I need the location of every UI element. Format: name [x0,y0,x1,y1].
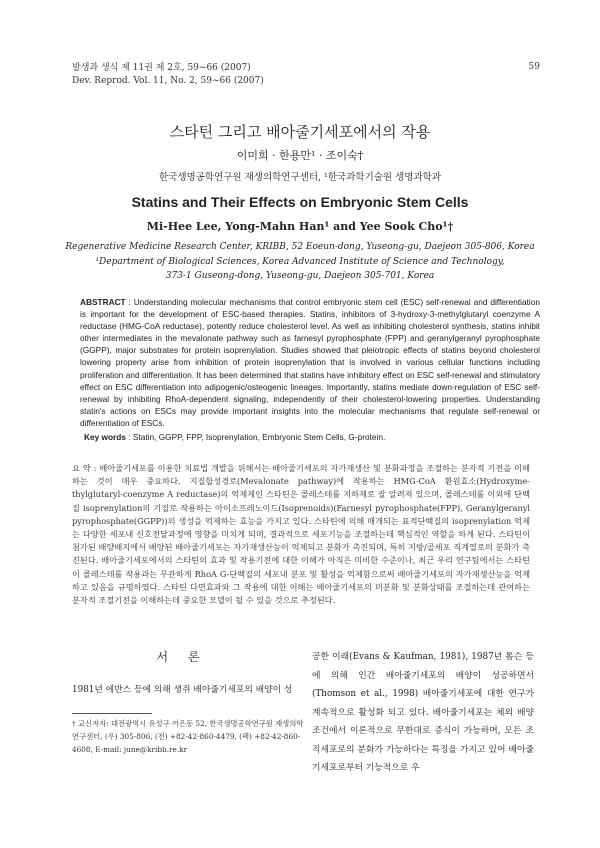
affiliation-line: Regenerative Medicine Research Center, KRIBB, 52 Eoeun-dong, Yuseong-gu, Daejeon 305-806, Korea [65,242,535,252]
abstract-label: ABSTRACT [80,297,126,307]
affiliations-english [60,240,540,284]
authors-english: Mi-Hee Lee, Yong-Mahn Han¹ and Yee Sook Cho¹† [146,220,454,233]
journal-citation-en: Dev. Reprod. Vol. 11, No. 2, 59~66 (2007) [72,76,264,86]
affiliation-line: ¹Department of Biological Sciences, Korea Advanced Institute of Science and Technology, [95,256,505,267]
abstract [80,296,540,429]
authors-korean: 이미희 · 한용만¹ · 조이숙† [236,149,364,162]
abstract-text: : Understanding molecular mechanisms that control embryonic stem cell (ESC) self-renewal and differentiation is important for the development of ESC-based therapies. Statins, inhibitors of 3-hydroxy-3-methylglutaryl coenzyme A reductase (HMG-CoA reductase), potently reduce cholesterol level. As well as inhibiting cholesterol synthesis, statins inhibit other intermediates in the mevalonate pathway such as farnesyl pyrophosphate (FPP) and geranylgeranyl pyrophosphate (GGPP), major substrates for protein isoprenylation. Studies showed that pleiotropic effects of statins beyond cholesterol lowering property arise from inhibition of protein isoprenylation that is involved in various cellular functions including proliferation and differentiation. It has been determined that statins have inhibitory effect on ESC self-renewal and stimulatory effect on ESC differentiation into adipogenic/osteogenic lineages. Importantly, statins mediate down-regulation of ESC self-renewal by inhibiting RhoA-dependent signaling, independently of their cholesterol-lowering properties. Understanding statin's actions on ESCs may provide important insights into the molecular mechanisms that regulate self-renewal or differentiation of ESCs. [80,297,540,428]
affiliation-line: 373-1 Guseong-dong, Yuseong-gu, Daejeon 305-701, Korea [165,271,435,281]
intro-text-left: 1981년 에반스 등에 의해 생쥐 배아줄기세포의 배양이 성 [72,685,293,695]
journal-header [72,62,264,88]
journal-citation-ko: 발생과 생식 제 11권 제 2호, 59~66 (2007) [72,63,251,73]
title-korean: 스타틴 그리고 배아줄기세포에서의 작용 [169,123,431,141]
keywords-text: : Statin, GGPP, FPP, Isoprenylation, Embryonic Stem Cells, G-protein. [128,432,386,442]
intro-text-right: 공한 이래(Evans & Kaufman, 1981), 1987년 톰슨 등에 의해 인간 배아줄기세포의 배양이 성공하면서(Thomson et al., 1998) 배아줄기세포에 대한 연구가 계속적으로 활성화 되고 있다. 배아줄기세포는 체외 배양조건에서 이론적으로 무한대로 증식이 가능하며, 모든 조직세포로의 분화가 가능하다는 특징을 가지고 있어 배아줄기세포로부터 기능적으로 우 [312,652,534,773]
correspondence-footnote: † 교신저자: 대전광역시 유성구 어은동 52, 한국생명공학연구원 재생의학연구센터, (우) 305-806, (전) +82-42-860-4479, (팩) +82-42-860-4608, E-mail: june@kribb.re.kr [72,719,304,754]
page-number: 59 [528,62,540,72]
keywords-label: Key words [84,432,126,442]
keywords [84,432,534,442]
title-english: Statins and Their Effects on Embryonic Stem Cells [131,194,469,210]
korean-summary: 요 약 : 배아줄기세포를 이용한 치료법 개발을 위해서는 배아줄기세포의 자가재생산 및 분화과정을 조절하는 분자적 기전을 이해하는 것이 매우 중요하다. 지질합성경로(Mevalonate pathway)에 작용하는 HMG-CoA 환원효소(Hydroxyme-thylglutaryl-coenzyme A reductase)의 억제제인 스타틴은 콜레스테롤 저하제로 잘 알려져 있으며, 콜레스테롤 이외에 단백질 isoprenylation의 기질로 작용하는 아이소프레노이드(Isoprenoids)(Farnesyl pyrophosphate(FPP), Geranylgeranyl pyrophosphate(GGPP))의 생성을 억제하는 효능을 가지고 있다. 스타틴에 의해 매개되는 표적단백질의 isoprenylation 억제는 다양한 세포내 신호전달과정에 영향을 미치게 되며, 결과적으로 세포기능을 조절하는데 핵심적인 역할을 하게 된다. 스타틴이 첨가된 배양배지에서 배양된 배아줄기세포는 자가재생산능이 억제되고 분화가 촉진되며, 특히 지방/골세포 직계열로의 분화가 촉진된다. 배아줄기세포에서의 스타틴의 효과 및 작용기전에 대한 이해가 아직은 미비한 수준이나, 최근 우리 연구팀에서는 스타틴이 콜레스테롤 작용과는 무관하게 RhoA G-단백질의 세포내 분포 및 활성을 억제함으로써 배아줄기세포의 자가재생산능을 억제하고 있음을 규명하였다. 스타틴 다면효과와 그 작용에 대한 이해는 배아줄기세포의 미분화 및 분화상태를 조절하는데 관여하는 분자적 조절기전을 이해하는데 중요한 모델이 될 수 있을 것으로 추정된다. [72,463,530,606]
affiliations-korean: 한국생명공학연구원 재생의학연구센터, ¹한국과학기술원 생명과학과 [158,172,442,183]
section-title-introduction: 서 론 [156,650,208,664]
footnote-divider [72,713,152,714]
